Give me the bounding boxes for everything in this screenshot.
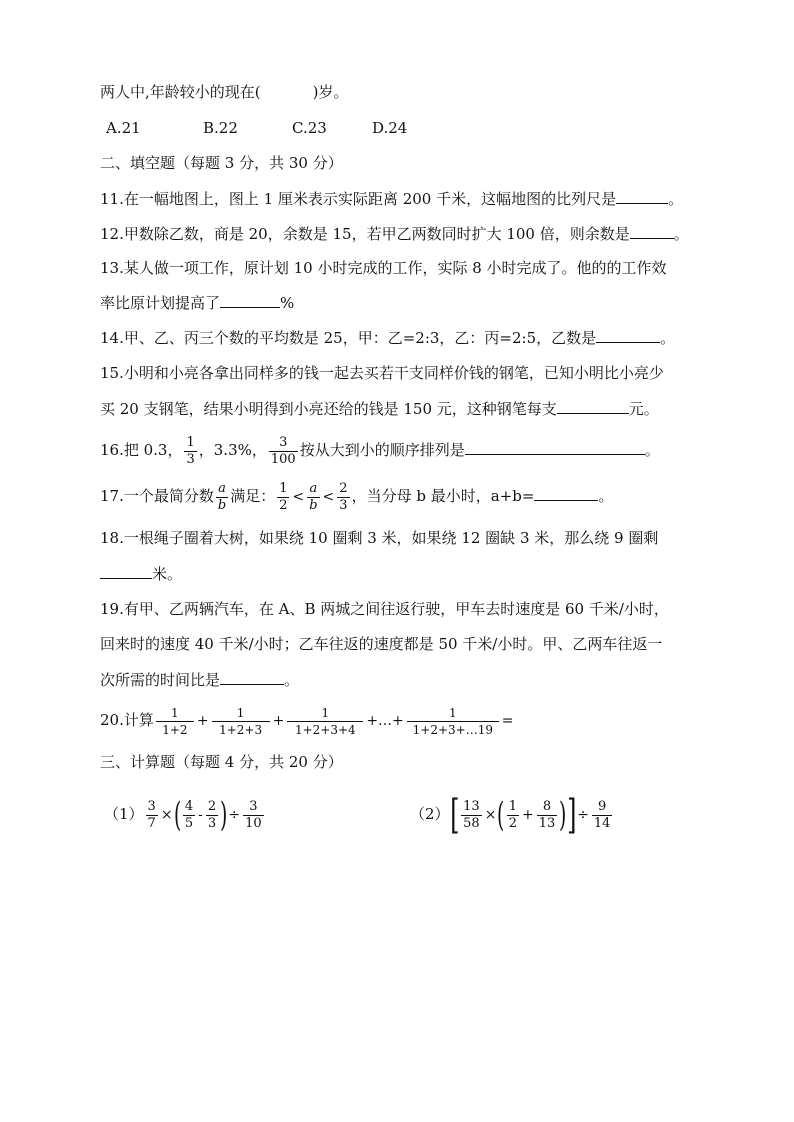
q10-tail-end: )岁。 (312, 83, 349, 101)
q15-line1: 15.小明和小亮各拿出同样多的钱一起去买若干支同样价钱的钢笔，已知小明比小亮少 (100, 364, 664, 382)
right-paren: ) (559, 795, 567, 835)
denominator: 13 (538, 815, 556, 831)
q15-line2 (100, 398, 659, 419)
q12-end: 。 (673, 225, 689, 243)
numerator: 3 (249, 798, 258, 814)
q17-suffix: ，当分母 b 最小时，a+b= (351, 487, 535, 505)
q13-end: % (280, 294, 295, 312)
option-a[interactable]: A.21 (106, 119, 141, 137)
numerator: 1 (321, 705, 330, 720)
fraction (212, 705, 270, 738)
q11 (100, 188, 683, 209)
calc2-label: （2） (410, 805, 450, 823)
q19-end: 。 (284, 671, 300, 689)
q16-suffix: 按从大到小的顺序排列是 (299, 441, 465, 459)
ellipsis: +…+ (366, 713, 404, 729)
q13-answer-blank[interactable] (220, 292, 280, 308)
calc2 (410, 792, 614, 837)
q11-end: 。 (668, 190, 684, 208)
numerator: 2 (339, 480, 348, 496)
times-sign: × (160, 807, 173, 823)
numerator: 3 (147, 798, 156, 814)
q16-end: 。 (644, 441, 660, 459)
denominator: b (309, 497, 318, 513)
fraction (307, 481, 319, 514)
denominator: 100 (270, 451, 296, 467)
plus-sign: + (521, 807, 534, 823)
denominator: 3 (207, 815, 217, 831)
numerator: 3 (279, 434, 288, 450)
fraction (287, 705, 363, 738)
q10-tail (100, 82, 348, 102)
q19-line2: 回来时的速度 40 千米/小时；乙车往返的速度都是 50 千米/小时。甲、乙两车往返一 (100, 635, 663, 653)
numerator: a (218, 480, 226, 496)
numerator: 1 (186, 434, 195, 450)
section2-heading: 二、填空题（每题 3 分，共 30 分） (100, 154, 343, 172)
q18-line2 (100, 563, 182, 584)
right-paren: ) (220, 795, 228, 835)
q11-answer-blank[interactable] (616, 188, 668, 204)
denominator: 14 (593, 815, 611, 831)
fraction (206, 799, 218, 832)
q19-line3 (100, 669, 299, 690)
fraction (146, 799, 158, 832)
q13-line2 (100, 292, 294, 313)
fraction (269, 435, 298, 468)
fraction (216, 481, 228, 514)
right-bracket: ] (566, 792, 577, 838)
q17-mid: 满足： (230, 487, 276, 505)
numerator: 1 (448, 705, 457, 720)
divide-sign: ÷ (228, 807, 241, 823)
fraction (461, 799, 482, 832)
q16-mid: ，3.3%， (198, 441, 267, 459)
fraction (243, 799, 264, 832)
left-paren: ( (173, 795, 181, 835)
numerator: 1 (171, 705, 179, 720)
q14 (100, 327, 675, 348)
q10-options (106, 118, 407, 138)
q19-answer-blank[interactable] (220, 669, 284, 685)
denominator: 10 (245, 815, 262, 831)
fraction (183, 799, 195, 832)
q17 (100, 476, 613, 517)
q10-tail-text: 两人中,年龄较小的现在( (100, 83, 261, 101)
numerator: a (309, 480, 318, 496)
option-d[interactable]: D.24 (372, 119, 408, 137)
q17-answer-blank[interactable] (534, 485, 598, 501)
section3-heading: 三、计算题（每题 4 分，共 20 分） (100, 753, 343, 771)
option-b[interactable]: B.22 (203, 119, 238, 137)
fraction (277, 481, 289, 514)
option-c[interactable]: C.23 (292, 119, 327, 137)
q16-answer-blank[interactable] (465, 439, 645, 455)
equals-sign: = (501, 713, 514, 729)
q14-answer-blank[interactable] (596, 327, 660, 343)
denominator: 7 (147, 815, 156, 831)
divide-sign: ÷ (577, 807, 589, 823)
fraction (592, 799, 613, 832)
q15-answer-blank[interactable] (557, 398, 629, 414)
denominator: 1+2 (156, 721, 194, 738)
less-than: < (322, 489, 335, 505)
denominator: 1+2+3+4 (287, 721, 363, 738)
denominator: 5 (184, 815, 194, 831)
q12-answer-blank[interactable] (630, 223, 674, 239)
plus-sign: + (272, 713, 285, 729)
q15-text: 买 20 支钢笔，结果小明得到小亮还给的钱是 150 元，这种钢笔每支 (100, 400, 557, 418)
minus-sign: - (198, 807, 203, 823)
q17-end: 。 (598, 487, 614, 505)
denominator: 2 (508, 815, 517, 831)
denominator: 1+2+3+…19 (407, 721, 499, 738)
left-bracket: [ (449, 792, 460, 838)
numerator: 8 (542, 798, 552, 814)
fraction (407, 705, 499, 738)
denominator: b (217, 497, 227, 513)
q20 (100, 700, 515, 741)
q19-line1: 19.有甲、乙两辆汽车，在 A、B 两城之间往返行驶，甲车去时速度是 60 千米/小时， (100, 600, 669, 618)
left-paren: ( (497, 795, 505, 835)
fraction (537, 799, 558, 832)
q18-answer-blank[interactable] (100, 563, 152, 579)
q19-text: 次所需的时间比是 (100, 671, 221, 689)
q15-end: 元。 (628, 400, 659, 418)
fraction (156, 705, 194, 738)
q18-end: 米。 (152, 565, 183, 583)
numerator: 2 (207, 798, 217, 814)
q20-prefix: 20.计算 (100, 711, 154, 729)
less-than: < (292, 489, 305, 505)
calc1 (104, 792, 266, 837)
q13-text: 率比原计划提高了 (100, 294, 221, 312)
q16-prefix: 16.把 0.3， (100, 441, 183, 459)
numerator: 4 (184, 798, 194, 814)
q16 (100, 430, 660, 470)
denominator: 3 (186, 451, 195, 467)
denominator: 2 (279, 497, 288, 513)
denominator: 3 (339, 497, 348, 513)
q18-line1: 18.一根绳子圈着大树，如果绕 10 圈剩 3 米，如果绕 12 圈缺 3 米，那么绕 9 圈剩 (100, 529, 659, 547)
denominator: 58 (463, 815, 480, 831)
numerator: 13 (463, 798, 480, 814)
q13-line1: 13.某人做一项工作，原计划 10 小时完成的工作，实际 8 小时完成了。他的的工作效 (100, 259, 667, 277)
q14-text: 14.甲、乙、丙三个数的平均数是 25，甲：乙=2:3，乙：丙=2:5，乙数是 (100, 329, 597, 347)
numerator: 9 (598, 798, 607, 814)
plus-sign: + (196, 713, 209, 729)
denominator: 1+2+3 (212, 721, 270, 738)
fraction (184, 435, 196, 468)
q17-prefix: 17.一个最简分数 (100, 487, 214, 505)
q11-text: 11.在一幅地图上，图上 1 厘米表示实际距离 200 千米，这幅地图的比列尺是 (100, 190, 617, 208)
q14-end: 。 (660, 329, 676, 347)
numerator: 1 (279, 480, 288, 496)
times-sign: × (484, 807, 497, 823)
q12-text: 12.甲数除乙数，商是 20，余数是 15，若甲乙两数同时扩大 100 倍，则余数是 (100, 225, 630, 243)
numerator: 1 (508, 798, 517, 814)
q12 (100, 223, 689, 244)
numerator: 1 (236, 705, 245, 720)
fraction (337, 481, 349, 514)
calc1-label: （1） (104, 805, 144, 823)
fraction (507, 799, 519, 832)
